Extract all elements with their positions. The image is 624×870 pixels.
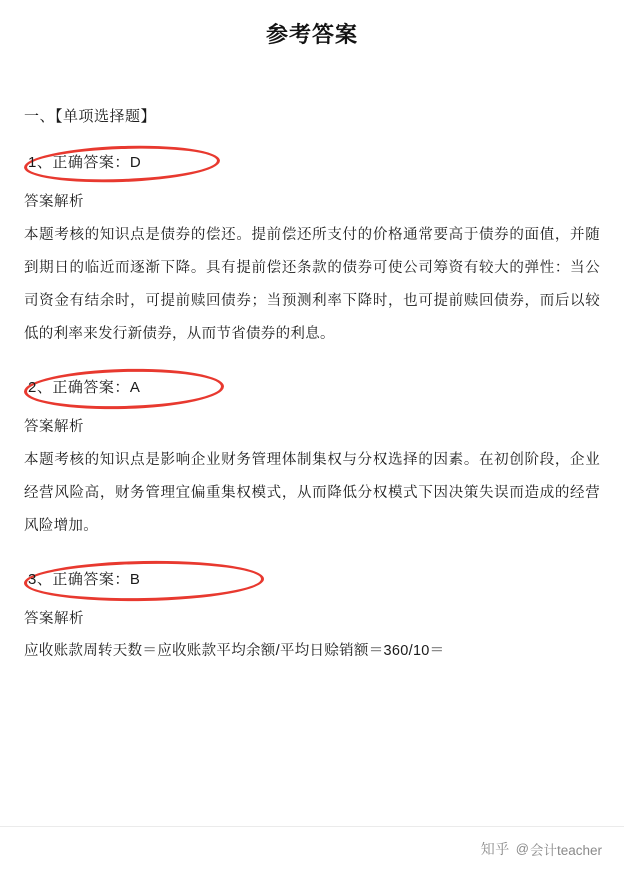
analysis-label-2: 答案解析 [24,419,84,435]
analysis-label-1: 答案解析 [24,194,84,210]
analysis-text-1: 本题考核的知识点是债券的偿还。提前偿还所支付的价格通常要高于债券的面值，并随到期日的临近而逐渐下降。具有提前偿还条款的债券可使公司筹资有较大的弹性：当公司资金有结余时，可提前赎回债券；当预测利率下降时，也可提前赎回债券，而后以较低的利率来发行新债券，从而节省债券的利息。 [24,227,600,342]
answer-line-wrapper-1 [24,148,600,178]
analysis-text-3: 应收账款周转天数＝应收账款平均余额/平均日赊销额＝360/10＝ [24,643,445,659]
answer-line-wrapper-2 [24,373,600,403]
answer-line-2: 2、正确答案：A [28,379,141,396]
footer-brand [481,839,602,859]
zhihu-logo: 知乎 [480,840,510,857]
section-heading: 一、【单项选择题】 [24,108,157,125]
page-title: 参考答案 [265,22,358,47]
answer-line-wrapper-3 [24,565,600,595]
footer-username: 会计teacher [529,842,602,858]
answer-line-1: 1、正确答案：D [28,154,142,171]
analysis-text-2: 本题考核的知识点是影响企业财务管理体制集权与分权选择的因素。在初创阶段，企业经营风险高，财务管理宜偏重集权模式，从而降低分权模式下因决策失误而造成的经营风险增加。 [24,452,600,534]
at-sign-icon: @ [515,841,529,856]
analysis-label-3: 答案解析 [24,611,84,627]
answer-line-3: 3、正确答案：B [28,571,141,588]
footer-watermark [0,826,624,870]
